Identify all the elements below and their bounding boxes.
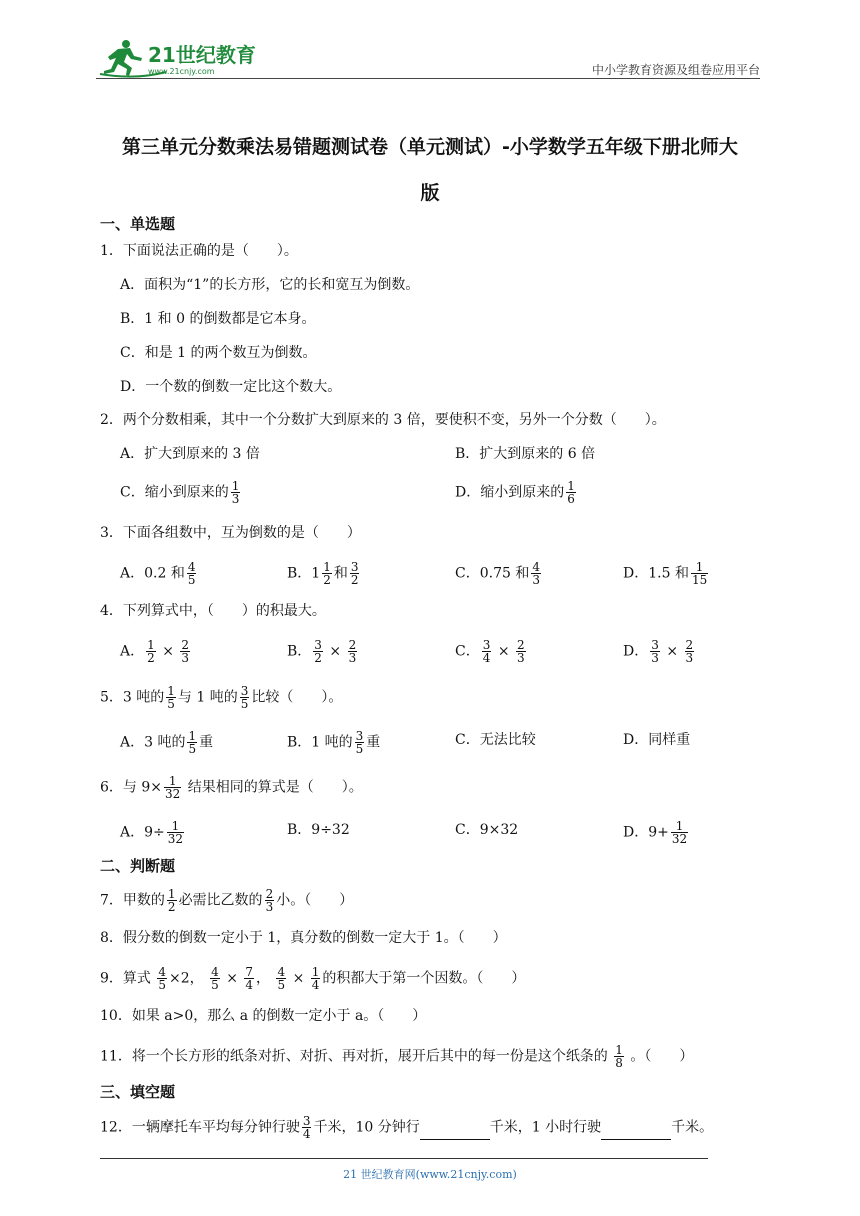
q4-option-b: B． $\frac{3}{2}$ × $\frac{2}{3}$ [287, 638, 357, 665]
section-true-false: 二、判断题 [100, 857, 176, 875]
answer-blank-2[interactable] [601, 1125, 671, 1140]
q7: 7．甲数的 $\frac{1}{2}$ 必需比乙数的 $\frac{2}{3}$ 小。（ ） [100, 887, 354, 914]
page-title-line2: 版 [420, 182, 440, 204]
header-platform-text: 中小学教育资源及组卷应用平台 [591, 63, 760, 77]
section-single-choice: 一、单选题 [100, 215, 176, 233]
q1-stem: 1．下面说法正确的是（ ）。 [100, 243, 298, 259]
q5-option-d: D．同样重 [623, 732, 691, 748]
q6-stem: 6．与 9× $\frac{1}{32}$ 结果相同的算式是（ ）。 [100, 774, 363, 801]
q6-option-a: A．9÷ $\frac{1}{32}$ [120, 819, 184, 846]
q3-stem: 3．下面各组数中，互为倒数的是（ ） [100, 525, 361, 541]
q4-option-d: D． $\frac{3}{3}$ × $\frac{2}{3}$ [623, 638, 694, 665]
q3-option-d: D．1.5 和 $\frac{1}{15}$ [623, 560, 708, 587]
header-divider [96, 78, 760, 79]
q2-option-c: C．缩小到原来的 $\frac{1}{3}$ [120, 479, 240, 506]
q1-option-c: C．和是 1 的两个数互为倒数。 [120, 345, 317, 361]
q3-option-a: A．0.2 和 $\frac{4}{5}$ [120, 560, 196, 587]
q6-option-c: C．9×32 [455, 822, 519, 838]
q8: 8．假分数的倒数一定小于 1，真分数的倒数一定大于 1。（ ） [100, 930, 507, 946]
q2-option-d: D．缩小到原来的 $\frac{1}{6}$ [455, 479, 575, 506]
q5-option-a: A．3 吨的 $\frac{1}{5}$ 重 [120, 729, 214, 756]
q6-option-d: D．9+ $\frac{1}{32}$ [623, 819, 688, 846]
q2-stem: 2．两个分数相乘，其中一个分数扩大到原来的 3 倍，要使积不变，另外一个分数（ ）。 [100, 412, 666, 428]
q4-option-a: A． $\frac{1}{2}$ × $\frac{2}{3}$ [120, 638, 190, 665]
footer-divider [100, 1158, 708, 1159]
footer-text[interactable]: 21 世纪教育网(www.21cnjy.com) [343, 1168, 517, 1181]
logo-text: 21世纪教育 [148, 43, 256, 67]
q4-stem: 4．下列算式中，（ ）的积最大。 [100, 603, 326, 619]
q9: 9．算式 $\frac{4}{5}$ ×2， $\frac{4}{5}$ × $\frac{7}{4}$ ， $\frac{4}{5}$ × $\frac{1}{4}$ 的积都大于第一个因数。（ ） [100, 965, 526, 992]
page-header [96, 36, 760, 80]
q1-option-d: D．一个数的倒数一定比这个数大。 [120, 379, 342, 395]
q3-option-b: B．1 $\frac{1}{2}$ 和 $\frac{3}{2}$ [287, 560, 359, 587]
answer-blank-1[interactable] [420, 1125, 490, 1140]
q2-option-b: B．扩大到原来的 6 倍 [455, 446, 596, 462]
q5-option-b: B．1 吨的 $\frac{3}{5}$ 重 [287, 729, 381, 756]
q5-option-c: C．无法比较 [455, 732, 536, 748]
fraction: $\frac{1}{3}$ [231, 479, 240, 506]
logo-url: www.21cnjy.com [148, 67, 215, 76]
q2-option-a: A．扩大到原来的 3 倍 [120, 446, 260, 462]
fraction: $\frac{1}{6}$ [567, 479, 575, 506]
q3-option-c: C．0.75 和 $\frac{4}{3}$ [455, 560, 540, 587]
page-title-line1: 第三单元分数乘法易错题测试卷（单元测试）-小学数学五年级下册北师大 [122, 136, 738, 158]
q1-option-a: A．面积为“1”的长方形，它的长和宽互为倒数。 [120, 277, 420, 293]
q11: 11．将一个长方形的纸条对折、对折、再对折，展开后其中的每一份是这个纸条的 $\frac{1}{8}$ 。（ ） [100, 1043, 694, 1070]
q6-option-b: B．9÷32 [287, 822, 350, 838]
logo-icon [96, 36, 276, 80]
q12: 12．一辆摩托车平均每分钟行驶 $\frac{3}{4}$ 千米，10 分钟行 千米，1 小时行驶 千米。 [100, 1114, 714, 1141]
section-fill-blank: 三、填空题 [100, 1083, 176, 1101]
q10: 10．如果 a>0，那么 a 的倒数一定小于 a。（ ） [100, 1008, 427, 1024]
q4-option-c: C． $\frac{3}{4}$ × $\frac{2}{3}$ [455, 638, 525, 665]
q5-stem: 5．3 吨的 $\frac{1}{5}$ 与 1 吨的 $\frac{3}{5}$ 比较（ ）。 [100, 684, 343, 711]
q1-option-b: B．1 和 0 的倒数都是它本身。 [120, 311, 316, 327]
